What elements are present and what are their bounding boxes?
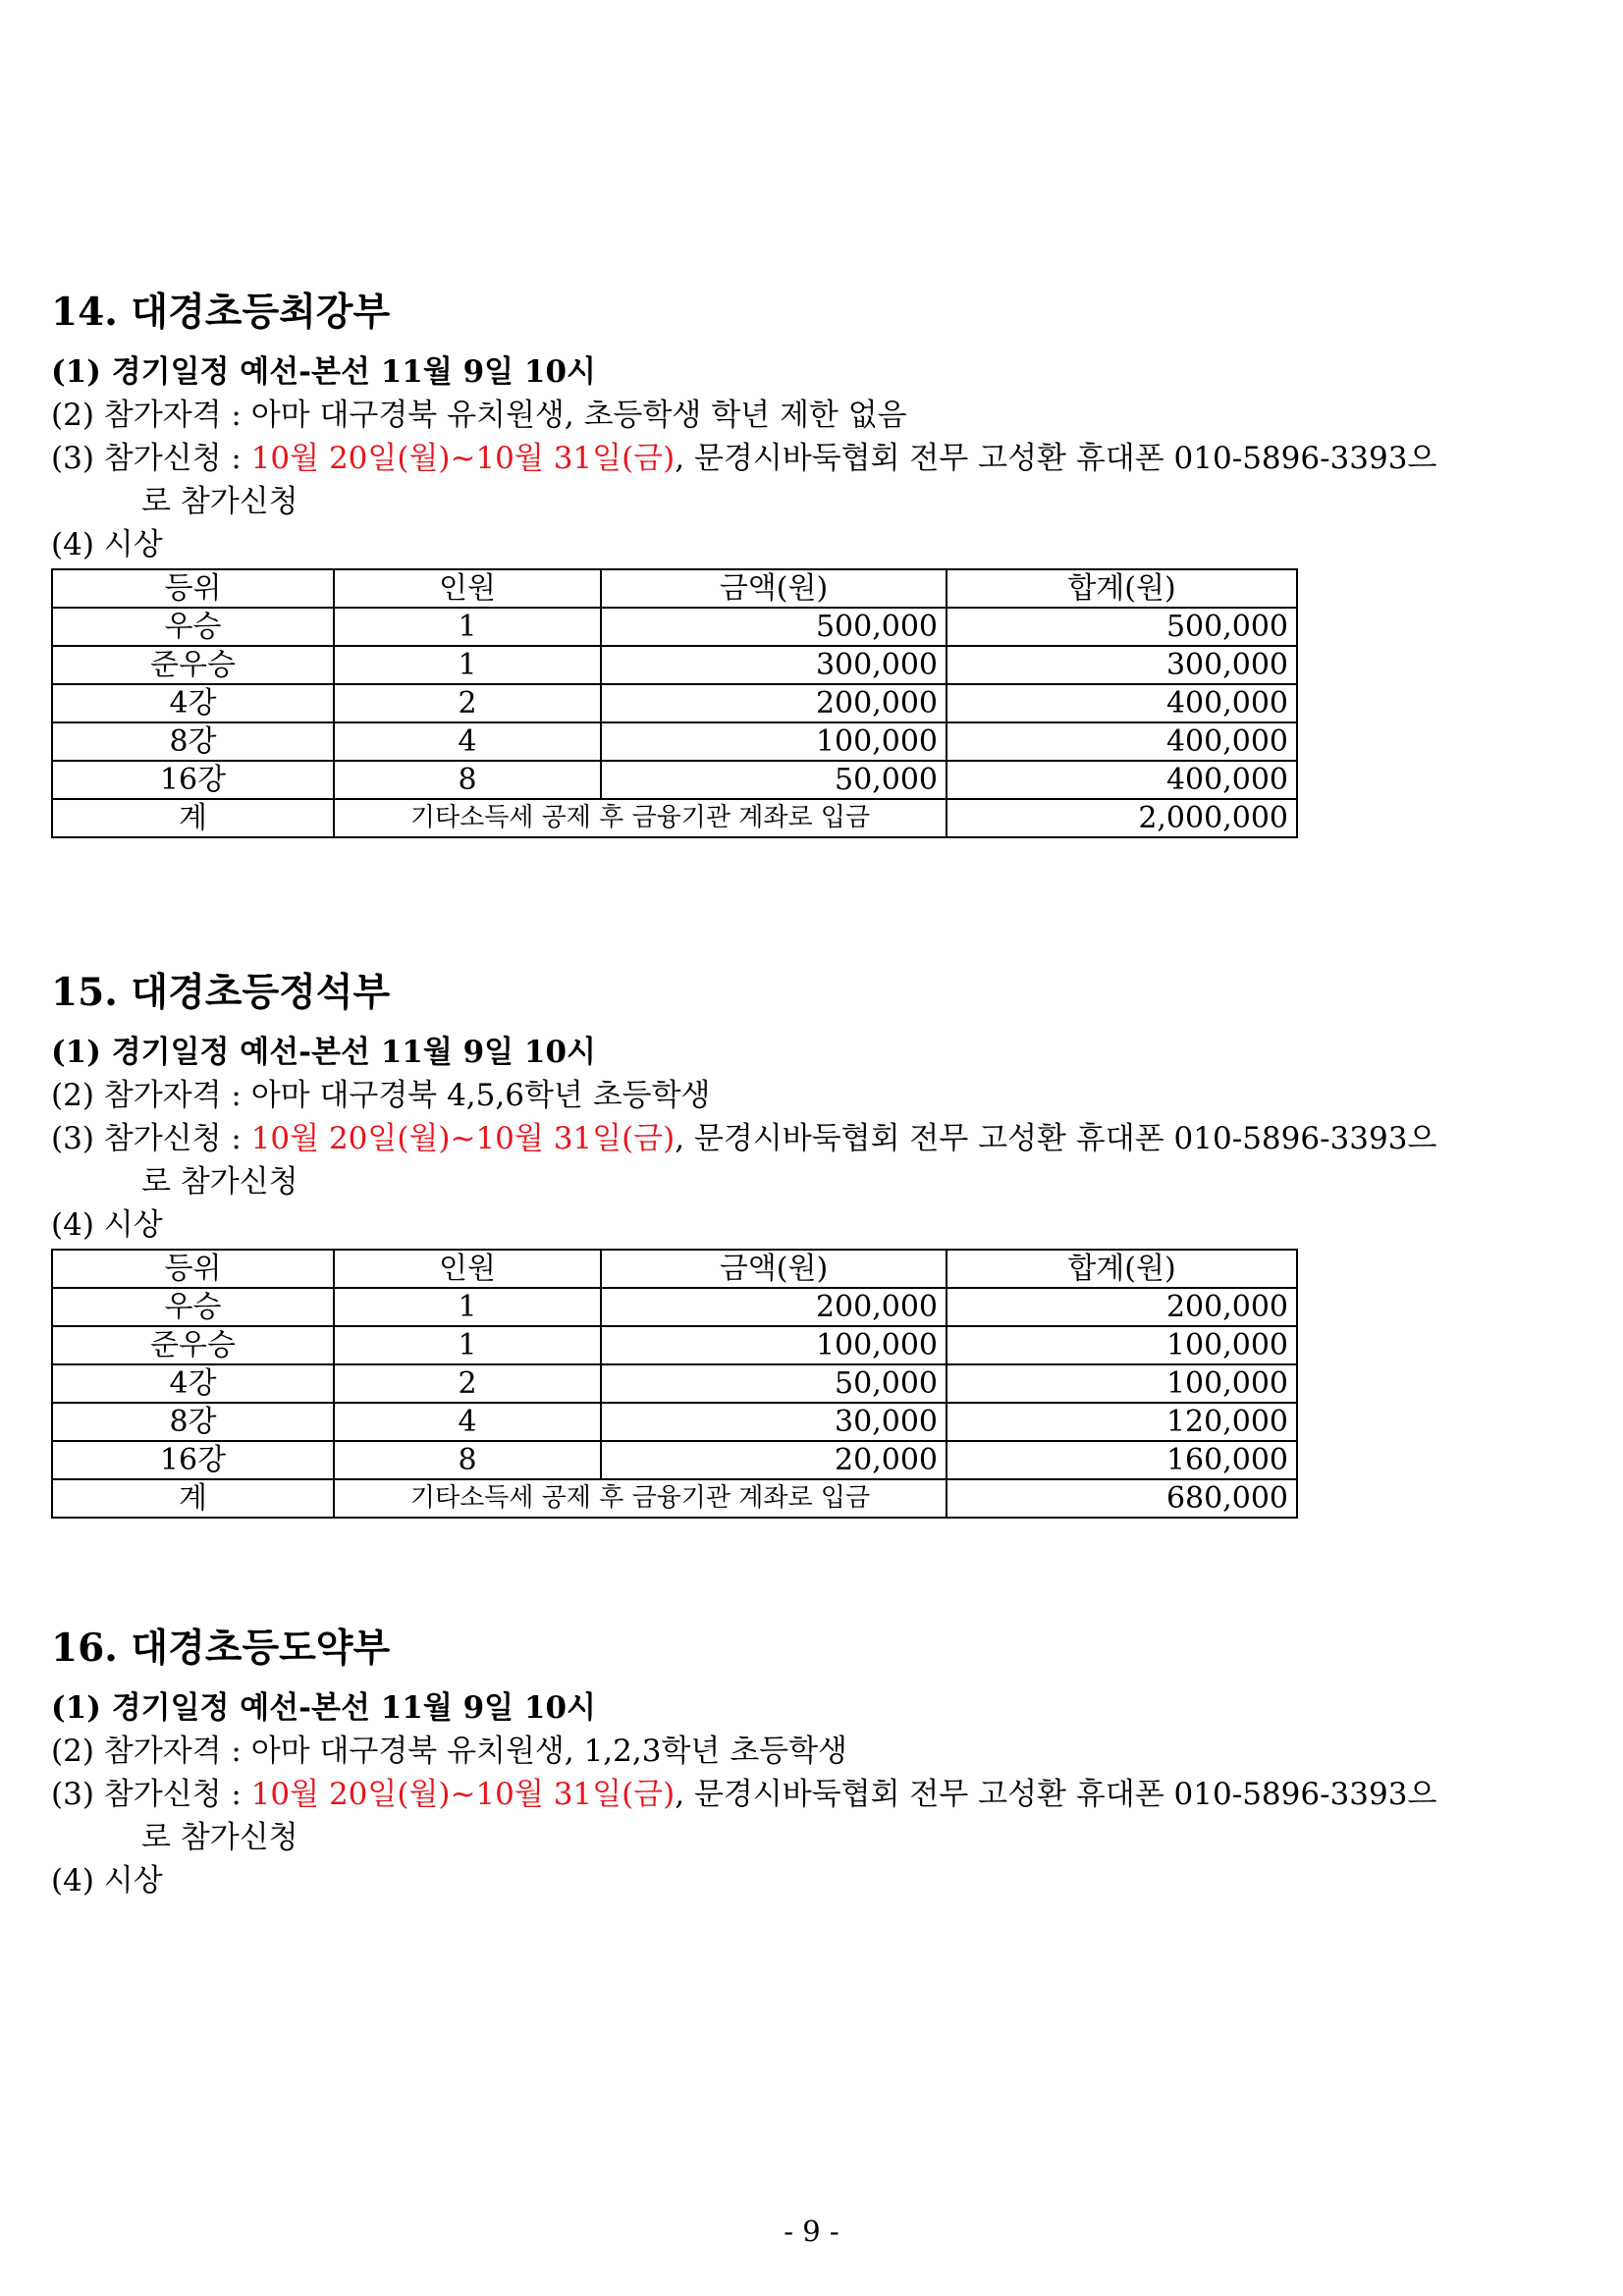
sum-cell: 400,000 (947, 761, 1297, 799)
schedule-line: (1) 경기일정 예선-본선 11월 9일 10시 (51, 354, 596, 390)
sum-cell: 160,000 (947, 1441, 1297, 1479)
awards-label: (4) 시상 (51, 1207, 163, 1243)
rank-cell: 16강 (52, 1441, 334, 1479)
sum-cell: 400,000 (947, 684, 1297, 722)
apply-suffix: , 문경시바둑협회 전무 고성환 휴대폰 010-5896-3393으 (675, 441, 1437, 476)
apply-suffix: , 문경시바둑협회 전무 고성환 휴대폰 010-5896-3393으 (675, 1777, 1437, 1812)
table-header-row (52, 569, 1297, 608)
section-16 (51, 1626, 1583, 1902)
total-label-cell: 계 (52, 1479, 334, 1518)
sum-cell: 300,000 (947, 646, 1297, 684)
count-cell: 8 (334, 1441, 601, 1479)
schedule-line: (1) 경기일정 예선-본선 11월 9일 10시 (51, 1690, 596, 1726)
table-row (52, 1326, 1297, 1364)
table-total-row (52, 799, 1297, 837)
prize-table (51, 568, 1298, 838)
table-row (52, 761, 1297, 799)
count-cell: 8 (334, 761, 601, 799)
prize-table (51, 1249, 1298, 1519)
total-value-cell: 2,000,000 (947, 799, 1297, 837)
header-cell: 합계(원) (947, 1250, 1297, 1288)
total-label-cell: 계 (52, 799, 334, 837)
header-cell: 합계(원) (947, 569, 1297, 608)
count-cell: 1 (334, 646, 601, 684)
rank-cell: 준우승 (52, 646, 334, 684)
amount-cell: 200,000 (601, 684, 947, 722)
table-row (52, 1364, 1297, 1403)
section-title: 16. 대경초등도약부 (51, 1626, 391, 1671)
count-cell: 4 (334, 1403, 601, 1441)
header-cell: 금액(원) (601, 569, 947, 608)
schedule-line: (1) 경기일정 예선-본선 11월 9일 10시 (51, 1035, 596, 1070)
rank-cell: 8강 (52, 1403, 334, 1441)
total-value-cell: 680,000 (947, 1479, 1297, 1518)
section-15 (51, 970, 1583, 1519)
apply-continuation: 로 참가신청 (141, 1820, 298, 1855)
table-row (52, 1288, 1297, 1326)
header-cell: 등위 (52, 1250, 334, 1288)
section-title: 15. 대경초등정석부 (51, 970, 391, 1015)
amount-cell: 300,000 (601, 646, 947, 684)
rank-cell: 4강 (52, 1364, 334, 1403)
rank-cell: 준우승 (52, 1326, 334, 1364)
eligibility-line: (2) 참가자격 : 아마 대구경북 유치원생, 1,2,3학년 초등학생 (51, 1734, 847, 1769)
table-header-row (52, 1250, 1297, 1288)
apply-line (51, 1117, 1583, 1160)
eligibility-line: (2) 참가자격 : 아마 대구경북 4,5,6학년 초등학생 (51, 1078, 711, 1113)
sum-cell: 120,000 (947, 1403, 1297, 1441)
amount-cell: 50,000 (601, 761, 947, 799)
table-row (52, 608, 1297, 646)
rank-cell: 8강 (52, 722, 334, 761)
apply-line (51, 1773, 1583, 1816)
count-cell: 2 (334, 1364, 601, 1403)
rank-cell: 16강 (52, 761, 334, 799)
header-cell: 등위 (52, 569, 334, 608)
amount-cell: 50,000 (601, 1364, 947, 1403)
amount-cell: 100,000 (601, 722, 947, 761)
header-cell: 인원 (334, 569, 601, 608)
amount-cell: 20,000 (601, 1441, 947, 1479)
apply-prefix: (3) 참가신청 : (51, 1121, 251, 1156)
table-row (52, 722, 1297, 761)
header-cell: 인원 (334, 1250, 601, 1288)
rank-cell: 4강 (52, 684, 334, 722)
section-14 (51, 290, 1583, 838)
sum-cell: 100,000 (947, 1364, 1297, 1403)
table-row (52, 684, 1297, 722)
sum-cell: 100,000 (947, 1326, 1297, 1364)
amount-cell: 500,000 (601, 608, 947, 646)
header-cell: 금액(원) (601, 1250, 947, 1288)
count-cell: 1 (334, 1288, 601, 1326)
amount-cell: 200,000 (601, 1288, 947, 1326)
awards-label: (4) 시상 (51, 1863, 163, 1898)
apply-line (51, 437, 1583, 480)
apply-continuation: 로 참가신청 (141, 484, 298, 519)
table-total-row (52, 1479, 1297, 1518)
count-cell: 1 (334, 608, 601, 646)
count-cell: 2 (334, 684, 601, 722)
rank-cell: 우승 (52, 1288, 334, 1326)
table-row (52, 646, 1297, 684)
count-cell: 4 (334, 722, 601, 761)
sum-cell: 500,000 (947, 608, 1297, 646)
total-note-cell: 기타소득세 공제 후 금융기관 계좌로 입금 (334, 799, 947, 837)
awards-label: (4) 시상 (51, 527, 163, 562)
count-cell: 1 (334, 1326, 601, 1364)
apply-suffix: , 문경시바둑협회 전무 고성환 휴대폰 010-5896-3393으 (675, 1121, 1437, 1156)
apply-period: 10월 20일(월)~10월 31일(금) (250, 1777, 676, 1812)
sum-cell: 400,000 (947, 722, 1297, 761)
sum-cell: 200,000 (947, 1288, 1297, 1326)
apply-continuation: 로 참가신청 (141, 1164, 298, 1200)
page-number: - 9 - (784, 2215, 839, 2248)
total-note-cell: 기타소득세 공제 후 금융기관 계좌로 입금 (334, 1479, 947, 1518)
apply-period: 10월 20일(월)~10월 31일(금) (250, 1121, 676, 1156)
amount-cell: 100,000 (601, 1326, 947, 1364)
rank-cell: 우승 (52, 608, 334, 646)
apply-period: 10월 20일(월)~10월 31일(금) (250, 441, 676, 476)
section-title: 14. 대경초등최강부 (51, 290, 391, 335)
apply-prefix: (3) 참가신청 : (51, 441, 251, 476)
apply-prefix: (3) 참가신청 : (51, 1777, 251, 1812)
amount-cell: 30,000 (601, 1403, 947, 1441)
table-row (52, 1403, 1297, 1441)
eligibility-line: (2) 참가자격 : 아마 대구경북 유치원생, 초등학생 학년 제한 없음 (51, 398, 907, 433)
table-row (52, 1441, 1297, 1479)
